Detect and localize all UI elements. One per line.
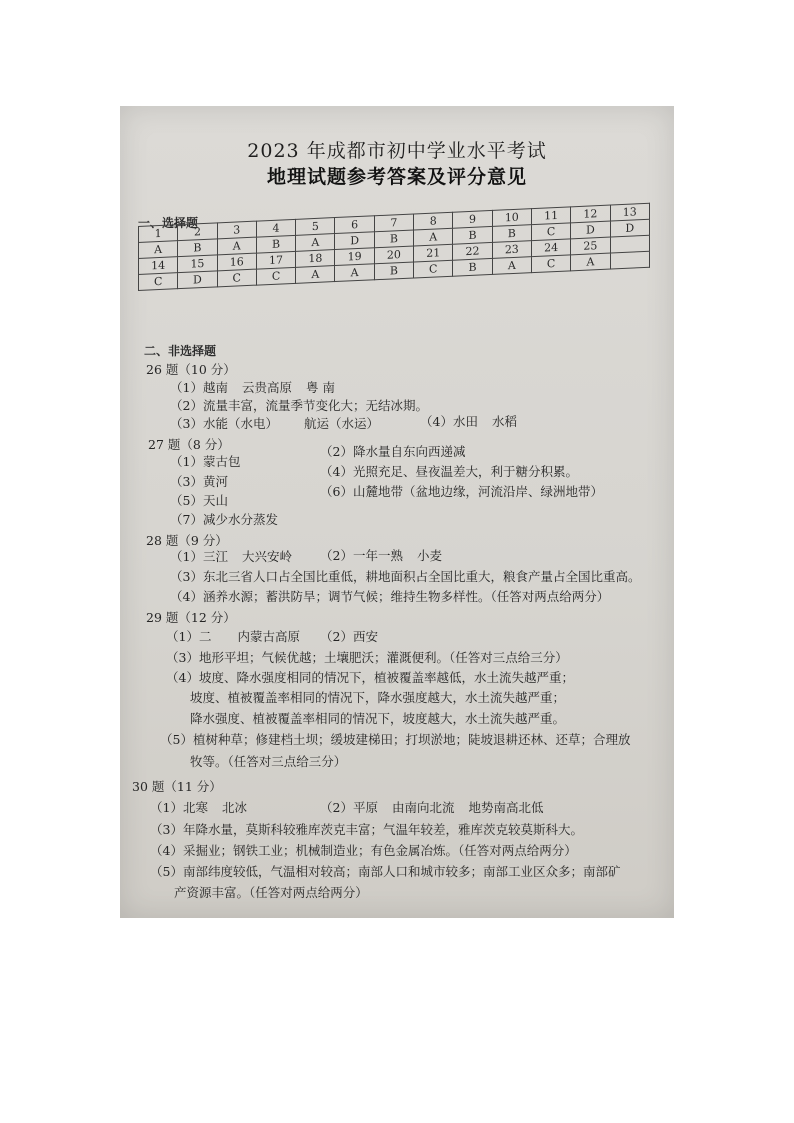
exam-subtitle: 地理试题参考答案及评分意见	[266, 166, 527, 188]
answer-table-cell: 16	[217, 253, 256, 271]
answer-table-cell: D	[178, 271, 217, 289]
answer-table-cell: 1	[139, 225, 178, 243]
answer-table-cell: C	[256, 267, 295, 285]
q26-answer-3: （3）水能（水电） 航运（水运）	[170, 416, 379, 431]
answer-table-cell: A	[571, 253, 610, 271]
q26-answer-2: （2）流量丰富，流量季节变化大；无结冰期。	[170, 398, 428, 413]
answer-table-cell: A	[414, 228, 453, 246]
answer-table-cell: C	[414, 260, 453, 278]
q27-answer-3: （3）黄河	[170, 474, 228, 489]
answer-sheet-photo	[120, 106, 674, 918]
answer-table-cell: 12	[571, 205, 610, 223]
answer-table	[138, 203, 650, 291]
answer-table-cell: 22	[453, 242, 492, 260]
q26-answer-1: （1）越南 云贵高原 粤 南	[170, 380, 335, 395]
answer-table-cell: C	[217, 269, 256, 287]
answer-table-cell: 24	[531, 239, 570, 257]
q30-answer-2: （2）平原 由南向北流 地势南高北低	[320, 800, 544, 815]
answer-table-cell: 23	[492, 241, 531, 259]
answer-table-cell: 4	[256, 219, 295, 237]
q27-answer-2: （2）降水量自东向西递减	[320, 444, 466, 459]
answer-table-cell: 25	[571, 237, 610, 255]
answer-table-cell: A	[217, 237, 256, 255]
answer-table-cell: D	[571, 221, 610, 239]
answer-table-cell: B	[178, 239, 217, 257]
q27-answer-1: （1）蒙古包	[170, 454, 241, 469]
q30-heading: 30 题（11 分）	[132, 779, 222, 794]
q27-answer-7: （7）减少水分蒸发	[170, 512, 278, 527]
answer-table-cell	[610, 235, 649, 253]
answer-table-cell: 7	[374, 214, 413, 232]
q30-answer-1: （1）北寒 北冰	[150, 800, 247, 815]
answer-table-cell: 14	[139, 257, 178, 275]
answer-table-cell: 11	[531, 207, 570, 225]
q30-answer-5-line-1: （5）南部纬度较低，气温相对较高；南部人口和城市较多；南部工业区众多；南部矿	[150, 864, 621, 879]
answer-table-cell: A	[335, 264, 374, 282]
answer-table-cell: A	[492, 257, 531, 275]
answer-table-cell: 18	[296, 250, 335, 268]
q29-answer-4-line-3: 降水强度、植被覆盖率相同的情况下，坡度越大，水土流失越严重。	[190, 711, 566, 726]
q29-answer-5-line-1: （5）植树种草；修建档土坝；缓坡建梯田；打坝淤地；陡坡退耕还林、还草；合理放	[160, 732, 631, 747]
answer-table-cell: 10	[492, 209, 531, 227]
section-multiple-choice: 一、选择题	[138, 216, 199, 230]
answer-table-cell: 5	[296, 218, 335, 236]
q27-answer-4: （4）光照充足、昼夜温差大，利于糖分积累。	[320, 464, 578, 479]
answer-table-cell: 17	[256, 251, 295, 269]
answer-table-cell: 8	[414, 212, 453, 230]
answer-table-cell: C	[531, 255, 570, 273]
answer-table-cell: D	[335, 232, 374, 250]
q27-answer-6: （6）山麓地带（盆地边缘，河流沿岸、绿洲地带）	[320, 484, 603, 499]
answer-table-cell: 13	[610, 203, 649, 221]
exam-title: 2023 年成都市初中学业水平考试	[247, 140, 547, 162]
answer-table-cell: 21	[414, 244, 453, 262]
answer-table-cell: B	[453, 258, 492, 276]
q28-answer-3: （3）东北三省人口占全国比重低，耕地面积占全国比重大，粮食产量占全国比重高。	[170, 569, 641, 584]
q29-answer-4-line-2: 坡度、植被覆盖率相同的情况下，降水强度越大，水土流失越严重；	[190, 690, 566, 705]
answer-table-cell: A	[296, 234, 335, 252]
section-non-choice: 二、非选择题	[144, 344, 217, 358]
answer-table-cell: C	[531, 223, 570, 241]
answer-table-cell: B	[374, 230, 413, 248]
q28-answer-2: （2）一年一熟 小麦	[320, 548, 442, 563]
answer-table-cell: B	[374, 262, 413, 280]
answer-table-cell: 2	[178, 223, 217, 241]
q28-answer-1: （1）三江 大兴安岭	[170, 549, 292, 564]
q30-answer-4: （4）采掘业；钢铁工业；机械制造业；有色金属冶炼。（任答对两点给两分）	[150, 843, 577, 858]
answer-table-cell: 9	[453, 210, 492, 228]
answer-table-cell: B	[492, 225, 531, 243]
answer-table-cell: 20	[374, 246, 413, 264]
q29-heading: 29 题（12 分）	[146, 610, 236, 625]
q27-heading: 27 题（8 分）	[148, 437, 230, 452]
answer-table-cell	[610, 251, 649, 269]
answer-table-cell: 3	[217, 221, 256, 239]
answer-table-cell: D	[610, 219, 649, 237]
answer-table-cell: A	[139, 241, 178, 259]
answer-table-cell: 19	[335, 248, 374, 266]
q26-heading: 26 题（10 分）	[146, 362, 236, 377]
q27-answer-5: （5）天山	[170, 493, 228, 508]
q29-answer-1: （1）二 内蒙古高原	[166, 629, 300, 644]
answer-table-cell: 15	[178, 255, 217, 273]
answer-table-cell: B	[453, 226, 492, 244]
answer-table-cell: C	[139, 273, 178, 291]
q29-answer-4-line-1: （4）坡度、降水强度相同的情况下，植被覆盖率越低，水土流失越严重；	[166, 670, 574, 685]
q28-heading: 28 题（9 分）	[146, 533, 228, 548]
q29-answer-3: （3）地形平坦；气候优越；土壤肥沃；灌溉便利。（任答对三点给三分）	[166, 650, 568, 665]
answer-table-cell: B	[256, 235, 295, 253]
q29-answer-5-line-2: 牧等。（任答对三点给三分）	[190, 754, 347, 769]
q30-answer-5-line-2: 产资源丰富。（任答对两点给两分）	[174, 885, 368, 900]
q28-answer-4: （4）涵养水源；蓄洪防旱；调节气候；维持生物多样性。（任答对两点给两分）	[170, 589, 610, 604]
answer-table-cell: A	[296, 266, 335, 284]
q26-answer-4: （4）水田 水稻	[420, 414, 517, 429]
q30-answer-3: （3）年降水量，莫斯科较雅库茨克丰富；气温年较差，雅库茨克较莫斯科大。	[150, 822, 583, 837]
q29-answer-2: （2）西安	[320, 629, 378, 644]
answer-table-cell: 6	[335, 216, 374, 234]
